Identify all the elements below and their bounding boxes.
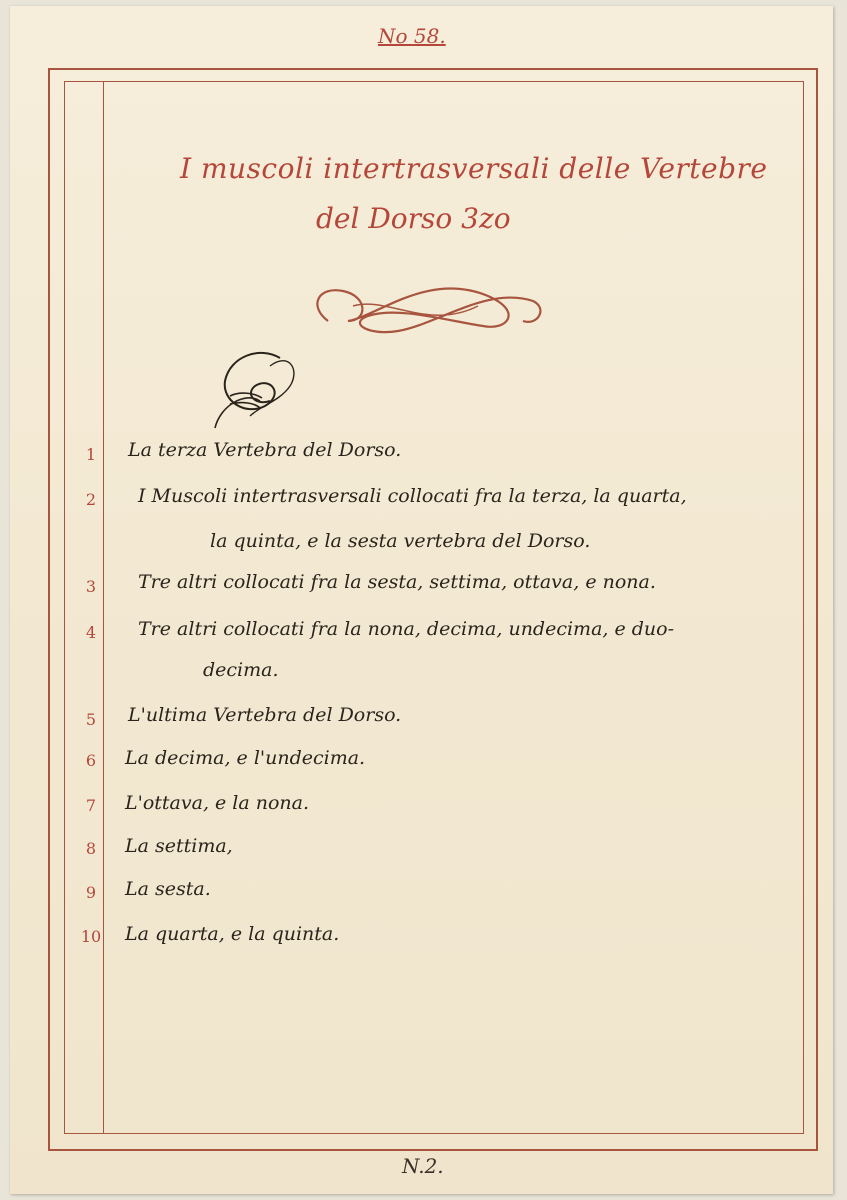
footer-signature-mark: N.2.	[402, 1154, 444, 1178]
item-text-line: La settima,	[125, 835, 233, 857]
sheet-number: No 58.	[378, 24, 446, 48]
item-text-line: La terza Vertebra del Dorso.	[128, 439, 402, 461]
item-text-line: La sesta.	[125, 878, 211, 900]
item-number: 3	[85, 577, 97, 596]
item-text-line: L'ottava, e la nona.	[125, 792, 310, 814]
item-text-line: L'ultima Vertebra del Dorso.	[128, 704, 402, 726]
title-flourish-ornament	[308, 276, 548, 346]
inner-frame-border	[64, 81, 804, 1134]
item-text-line: I Muscoli intertrasversali collocati fra la terza, la quarta,	[138, 485, 687, 507]
margin-rule	[103, 81, 104, 1134]
item-text-line: la quinta, e la sesta vertebra del Dorso.	[210, 530, 591, 552]
item-text-line: Tre altri collocati fra la sesta, settima, ottava, e nona.	[138, 571, 656, 593]
item-text-line: Tre altri collocati fra la nona, decima, undecima, e duo-	[138, 618, 675, 640]
item-number: 2	[85, 490, 97, 509]
item-number: 10	[80, 927, 102, 946]
item-text-line: decima.	[203, 659, 279, 681]
item-number: 9	[85, 883, 97, 902]
item-number: 1	[85, 445, 97, 464]
manuscript-page	[10, 6, 833, 1194]
item-number: 8	[85, 839, 97, 858]
title-line-1: I muscoli intertrasversali delle Vertebre	[180, 152, 768, 185]
item-text-line: La decima, e l'undecima.	[125, 747, 366, 769]
item-number: 4	[85, 623, 97, 642]
title-line-2: del Dorso 3zo	[316, 202, 511, 235]
item-text-line: La quarta, e la quinta.	[125, 923, 340, 945]
item-number: 7	[85, 796, 97, 815]
item-number: 5	[85, 710, 97, 729]
initial-letter-flourish	[200, 346, 310, 436]
item-number: 6	[85, 751, 97, 770]
